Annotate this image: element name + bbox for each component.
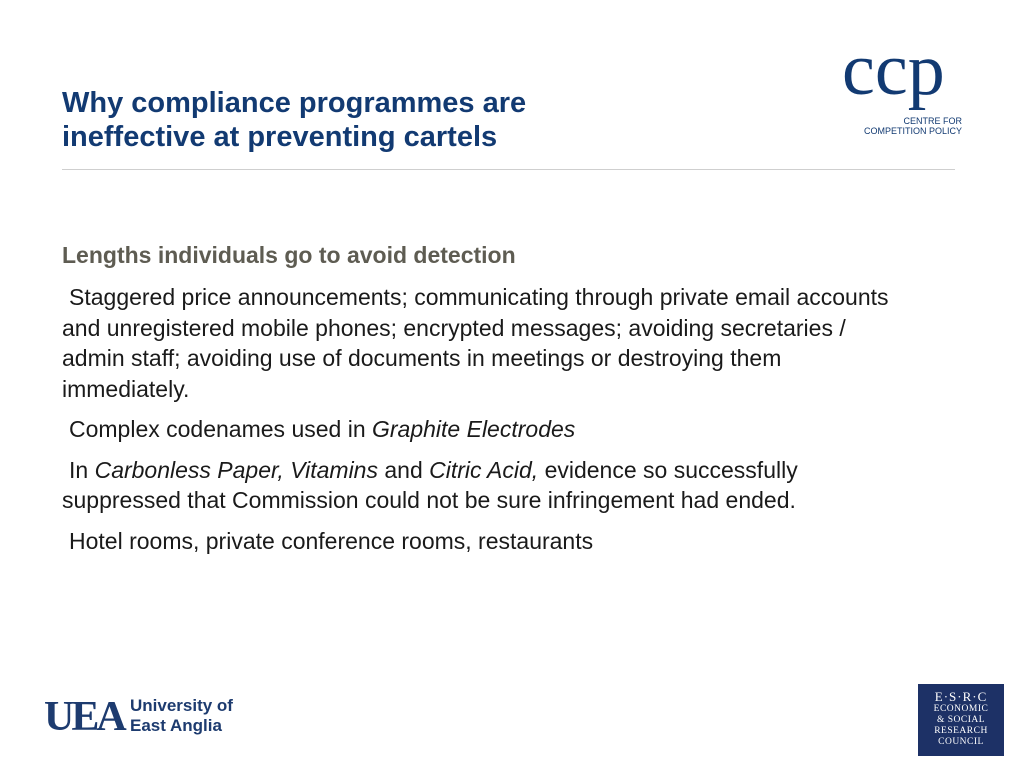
paragraph-codenames — [62, 414, 902, 445]
uea-name-line-1: University of — [130, 696, 233, 715]
esrc-line-1: ECONOMIC — [933, 704, 989, 714]
uea-name — [130, 696, 233, 736]
paragraph-3-italic-2: Citric Acid, — [429, 456, 539, 483]
slide-title — [62, 86, 762, 154]
slide-body — [62, 240, 902, 566]
paragraph-2-italic: Graphite Electrodes — [372, 416, 576, 442]
title-line-1: Why compliance programmes are — [62, 87, 527, 119]
paragraph-staggered — [62, 282, 902, 404]
ccp-letters: ccp — [842, 42, 945, 111]
esrc-line-2: & SOCIAL — [936, 715, 986, 725]
uea-name-line-2: East Anglia — [130, 716, 222, 735]
paragraph-3-b: and — [377, 456, 430, 483]
section-heading: Lengths individuals go to avoid detection — [62, 242, 516, 268]
paragraph-suppressed — [62, 455, 902, 516]
uea-mark: UEA — [44, 694, 124, 740]
paragraph-2-text: Complex codenames used in — [69, 416, 372, 442]
ccp-sub-line-2: COMPETITION POLICY — [863, 126, 962, 136]
paragraph-venues — [62, 526, 902, 557]
esrc-line-3: RESEARCH — [934, 726, 988, 736]
paragraph-4-text: Hotel rooms, private conference rooms, restaurants — [69, 527, 594, 554]
title-line-2: ineffective at preventing cartels — [62, 121, 498, 153]
esrc-logo — [918, 684, 1004, 756]
paragraph-3-italic-1: Carbonless Paper, Vitamins — [94, 456, 378, 483]
esrc-line-4: COUNCIL — [938, 737, 984, 747]
paragraph-3-a: In — [69, 456, 95, 483]
esrc-letters: E·S·R·C — [934, 689, 988, 704]
ccp-sub-line-1: CENTRE FOR — [903, 116, 962, 126]
paragraph-1-text: Staggered price announcements; communicating through private email accounts and unregistered mobile phones; encrypted messages; avoiding secretaries / admin staff; avoiding use of documents in meetings or destroying them immediately. — [62, 284, 889, 402]
uea-logo — [44, 692, 264, 744]
paragraph-3-c: evidence so successfully suppressed that Commission could not be sure infringement had ended. — [62, 456, 798, 513]
title-divider — [62, 169, 955, 170]
